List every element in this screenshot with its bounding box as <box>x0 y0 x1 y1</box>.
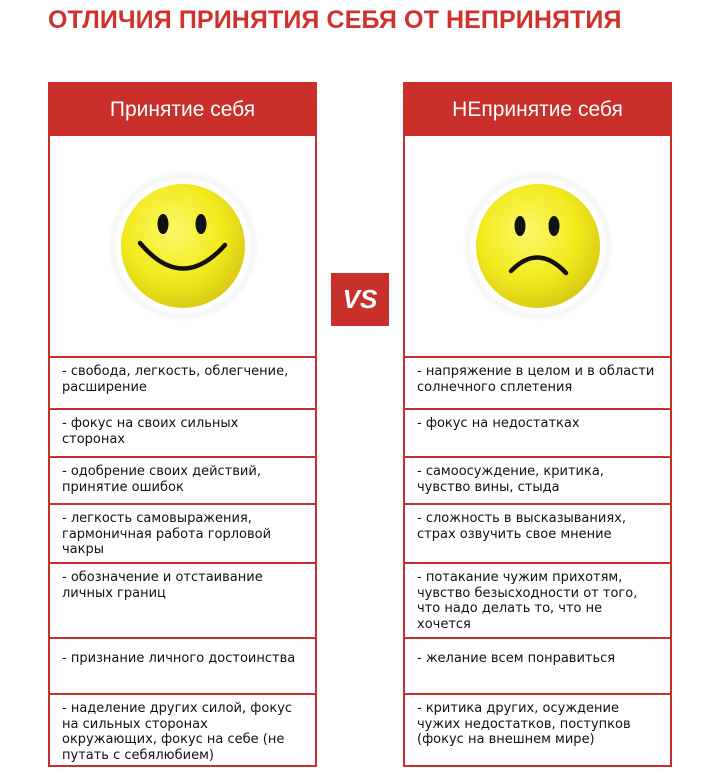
list-item: - наделение других силой, фокус на сильных сторонах окружающих, фокус на себе (не путать с себялюбием) <box>62 701 293 763</box>
list-item: - желание всем понравиться <box>405 639 670 695</box>
list-item: - обозначение и отстаивание личных границ <box>50 564 315 639</box>
acceptance-column <box>48 82 317 767</box>
page-title: ОТЛИЧИЯ ПРИНЯТИЯ СЕБЯ ОТ НЕПРИНЯТИЯ <box>48 6 622 34</box>
non-acceptance-header: НЕпринятие себя <box>405 84 670 136</box>
non-acceptance-list <box>405 358 670 765</box>
list-item: - самоосуждение, критика, чувство вины, стыда <box>405 458 670 505</box>
list-item: - потакание чужим прихотям, чувство безысходности от того, что надо делать то, что не хочется <box>405 564 670 639</box>
list-item: - критика других, осуждение чужих недостатков, поступков (фокус на внешнем мире) <box>417 701 631 747</box>
list-item: - фокус на своих сильных сторонах <box>50 410 315 458</box>
list-item: - легкость самовыражения, гармоничная работа горловой чакры <box>50 505 315 564</box>
non-acceptance-column <box>403 82 672 767</box>
acceptance-face-area <box>50 136 315 358</box>
list-item: - напряжение в целом и в области солнечного сплетения <box>405 358 670 410</box>
list-item: - сложность в высказываниях, страх озвучить свое мнение <box>405 505 670 564</box>
non-acceptance-face-area <box>405 136 670 358</box>
list-item: - свобода, легкость, облегчение, расширение <box>50 358 315 410</box>
list-item: - фокус на недостатках <box>405 410 670 458</box>
list-item: - признание личного достоинства <box>50 639 315 695</box>
list-item: - одобрение своих действий, принятие ошибок <box>50 458 315 505</box>
acceptance-header: Принятие себя <box>50 84 315 136</box>
vs-badge: VS <box>331 273 389 326</box>
acceptance-list <box>50 358 315 767</box>
